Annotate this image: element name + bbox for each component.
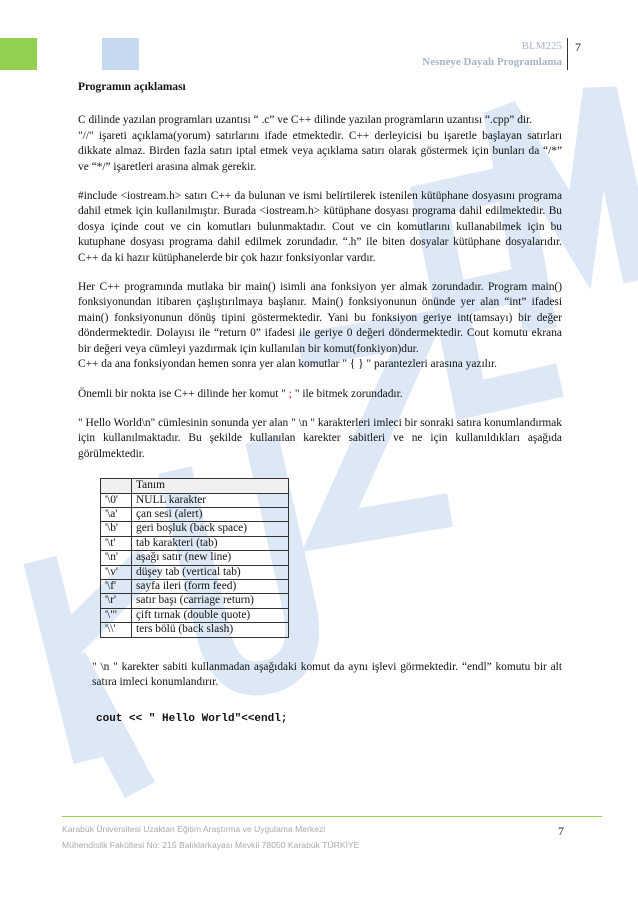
semicolon-text-pre: Önemli bir nokta ise C++ dilinde her komut " [78, 387, 289, 400]
escape-sequence-cell: '\n' [101, 551, 132, 565]
table-row [101, 608, 289, 622]
escape-sequence-cell: '\"' [101, 608, 132, 622]
course-name: Nesneye Dayalı Programlama [422, 56, 562, 68]
code-sample: cout << " Hello World"<<endl; [96, 713, 288, 726]
escape-sequence-cell: '\a' [101, 507, 132, 521]
footer-institution: Karabük Üniversitesi Uzaktan Eğitim Araştırma ve Uygulama Merkezi [62, 824, 326, 834]
escape-characters-table [100, 478, 289, 637]
escape-sequence-cell: '\0' [101, 493, 132, 507]
escape-description-cell: sayfa ileri (form feed) [132, 579, 289, 593]
paragraph-comments: "//" işareti açıklama(yorum) satırlarını ifade etmektedir. C++ derleyicisi bu işaretle başlayan satırları dikkate almaz. Birden fazla satırı iptal etmek veya açıklama satırı olarak göstermek için bunları da “/*” ve “*/” işaretleri arasına almak gerekir. [78, 129, 562, 173]
escape-description-cell: çan sesi (alert) [132, 507, 289, 521]
footer-address: Mühendislik Fakültesi No: 215 Balıklarkayası Mevkii 78050 Karabük TÜRKİYE [62, 840, 360, 850]
paragraph-include: #include <iostream.h> satırı C++ da bulunan ve ismi belirtilerek istenilen kütüphane dosyasını programa dahil etmek için kullanılmıştır. Burada <iostream.h> kütüphane dosyası programa dahil edilmektedir. Bu dosya içinde cout ve cin komutları bulunmaktadır. Cout ve cin komutlarını kullanabilmek için bu kutuphane dosyası programa dahil edilmek zorundadır. “.h” ile biten dosyalar kütüphane dosyalarıdır. C++ da ki hazır kütüphanelerde bir çok hazır fonksiyonlar vardır. [78, 190, 562, 264]
escape-sequence-cell: '\\' [101, 623, 132, 637]
paragraph-newline: " Hello World\n" cümlesinin sonunda yer alan " \n " karakterleri imleci bir sonraki satıra konumlandırmak için kullanılmaktadır. Bu şekilde kullanılan karekter sabitleri ve ne için kullanıldıkları aşağıda görülmektedir. [78, 416, 562, 460]
escape-sequence-cell: '\b' [101, 522, 132, 536]
semicolon-highlight: ; [288, 387, 292, 400]
footer-divider [62, 816, 602, 817]
paragraph-semicolon [78, 387, 562, 402]
section-title: Programın açıklaması [78, 81, 186, 93]
footer-page-number: 7 [558, 824, 564, 838]
header-blue-block [102, 38, 139, 70]
paragraph-extensions: C dilinde yazılan programları uzantısı “ .c” ve C++ dilinde yazılan programların uzantısı “.cpp” dir. [78, 114, 533, 127]
paragraph-main: Her C++ programında mutlaka bir main() isimli ana fonksiyon yer almak zorundadır. Program main() fonksiyonundan itibaren çaşlıştırılmaya başlanır. Main() fonksiyonunun önünde yer alan “int” ifadesi main() fonksiyonunun dönüş tipini göstermektedir. Yani bu fonksiyon geriye int(tamsayı) bir değer döndermektedir. Dolayısı ile “return 0” ifadesi ile geriye 0 değeri döndermektedir. Cout komutu ekrana bir değeri veya cümleyi yazdırmak için kullanılan bir komut(fonkiyon)dur. [78, 281, 562, 355]
course-code: BLM225 [521, 40, 562, 52]
paragraph-braces: C++ da ana fonksiyondan hemen sonra yer alan komutlar " { } " parantezleri arasına yazılır. [78, 358, 497, 371]
table-row [101, 565, 289, 579]
escape-description-cell: aşağı satır (new line) [132, 551, 289, 565]
table-header-cell [101, 479, 132, 493]
escape-sequence-cell: '\f' [101, 579, 132, 593]
table-row [101, 594, 289, 608]
escape-description-cell: çift tırnak (double quote) [132, 608, 289, 622]
escape-description-cell: geri boşluk (back space) [132, 522, 289, 536]
paragraph-endl-note: " \n " karekter sabiti kullanmadan aşağıdaki komut da aynı işlevi görmektedir. “endl” komutu bir alt satıra imleci konumlandırır. [92, 660, 562, 688]
escape-description-cell: tab karakteri (tab) [132, 536, 289, 550]
table-row [101, 551, 289, 565]
escape-sequence-cell: '\r' [101, 594, 132, 608]
table-row [101, 522, 289, 536]
table-row [101, 536, 289, 550]
semicolon-text-post: " ile bitmek zorundadır. [291, 387, 403, 400]
main-content [78, 80, 562, 728]
table-row [101, 507, 289, 521]
escape-sequence-cell: '\t' [101, 536, 132, 550]
table-header-row [101, 479, 289, 493]
escape-description-cell: ters bölü (back slash) [132, 623, 289, 637]
escape-description-cell: düşey tab (vertical tab) [132, 565, 289, 579]
header-green-block [0, 38, 37, 70]
escape-description-cell: NULL karakter [132, 493, 289, 507]
header-divider [567, 38, 568, 70]
escape-sequence-cell: '\v' [101, 565, 132, 579]
header-page-number: 7 [575, 40, 581, 54]
table-row [101, 493, 289, 507]
table-row [101, 579, 289, 593]
table-row [101, 623, 289, 637]
escape-description-cell: satır başı (carriage return) [132, 594, 289, 608]
table-header-cell: Tanım [132, 479, 289, 493]
